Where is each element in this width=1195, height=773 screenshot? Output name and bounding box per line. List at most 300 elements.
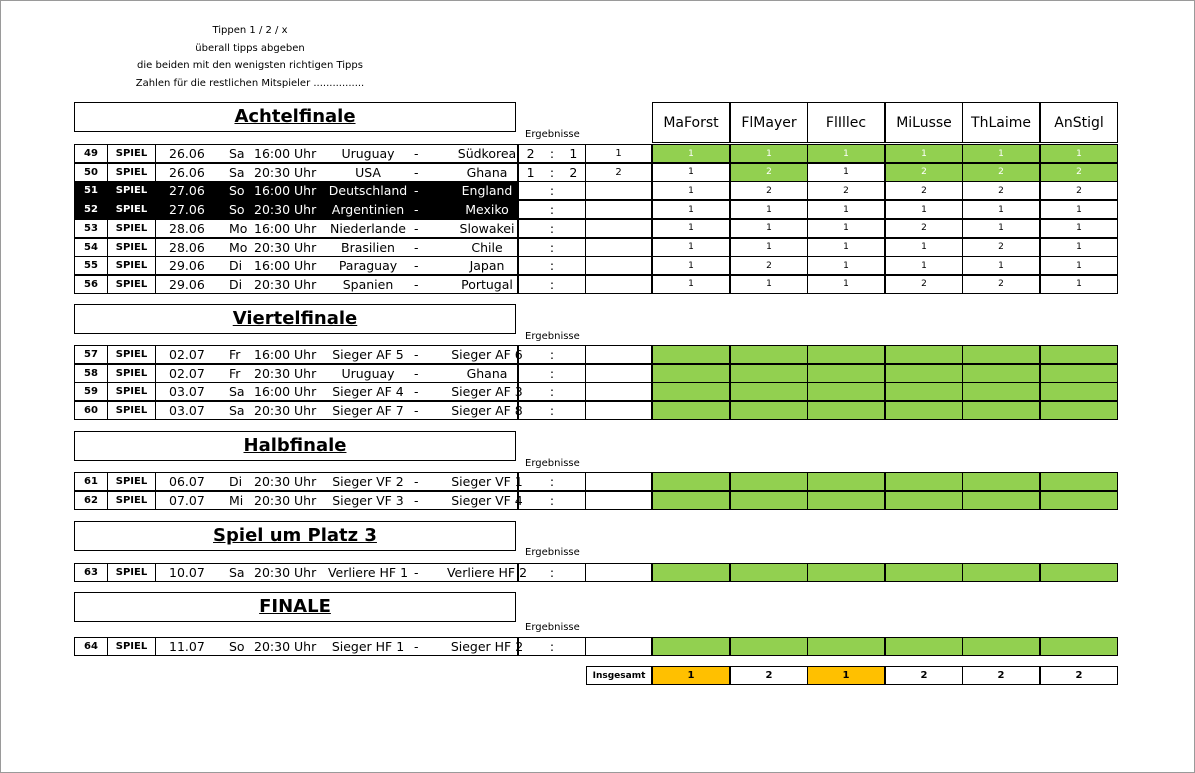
spiel-label: SPIEL: [108, 382, 156, 401]
player-tip-cell[interactable]: [962, 563, 1040, 582]
player-tip-cell[interactable]: [652, 472, 730, 491]
match-time: 16:00 Uhr: [254, 258, 317, 274]
player-tip-cell[interactable]: [885, 401, 963, 420]
match-number: 58: [74, 364, 108, 383]
player-tip-cell[interactable]: [652, 563, 730, 582]
results-label: Ergebnisse: [525, 331, 580, 342]
player-tip-cell[interactable]: [962, 382, 1040, 401]
results-label: Ergebnisse: [525, 622, 580, 633]
player-tip-cell[interactable]: 1: [652, 144, 730, 163]
player-tip-cell[interactable]: 1: [1040, 238, 1118, 257]
player-tip-cell[interactable]: [1040, 472, 1118, 491]
match-day: Fr: [229, 347, 241, 362]
match-date: 02.07: [169, 365, 205, 381]
spiel-label: SPIEL: [108, 200, 156, 219]
spiel-label: SPIEL: [108, 163, 156, 182]
match-time: 20:30 Uhr: [254, 202, 317, 218]
match-time: 20:30 Uhr: [254, 492, 317, 508]
spiel-label: SPIEL: [108, 472, 156, 491]
player-tip-cell[interactable]: 1: [807, 238, 885, 257]
player-tip-cell[interactable]: [885, 364, 963, 383]
player-header: FlIllec: [807, 102, 885, 143]
player-tip-cell[interactable]: [730, 491, 808, 510]
player-tip-cell[interactable]: [885, 472, 963, 491]
score-input[interactable]: [518, 364, 586, 383]
spiel-label: SPIEL: [108, 144, 156, 163]
score-input[interactable]: [518, 256, 586, 275]
player-tip-cell[interactable]: [652, 364, 730, 383]
player-tip-cell[interactable]: [730, 563, 808, 582]
player-tip-cell[interactable]: [807, 345, 885, 364]
player-tip-cell[interactable]: [1040, 364, 1118, 383]
match-day: Sa: [229, 565, 245, 580]
note-line: überall tipps abgeben: [195, 42, 305, 54]
player-tip-cell[interactable]: 1: [652, 219, 730, 238]
match-day: So: [229, 639, 245, 654]
match-date: 03.07: [169, 384, 205, 400]
player-tip-cell[interactable]: [1040, 382, 1118, 401]
match-date: 06.07: [169, 474, 205, 489]
match-away: Sieger VF 1: [451, 474, 523, 489]
match-number: 62: [74, 491, 108, 510]
vs-separator: -: [414, 258, 419, 274]
match-time: 20:30 Uhr: [254, 164, 317, 180]
match-home: Niederlande: [330, 220, 406, 236]
player-tip-cell[interactable]: [807, 382, 885, 401]
match-number: 53: [74, 219, 108, 238]
player-tip-cell[interactable]: [885, 637, 963, 656]
vs-separator: -: [414, 146, 419, 161]
match-away: Sieger VF 4: [451, 492, 523, 508]
match-time: 16:00 Uhr: [254, 347, 317, 362]
score-separator: :: [549, 146, 555, 161]
player-tip-cell[interactable]: 1: [807, 200, 885, 219]
result-tendency[interactable]: [586, 364, 652, 383]
score-input[interactable]: [518, 491, 586, 510]
match-info: [156, 637, 524, 656]
player-tip-cell[interactable]: [962, 637, 1040, 656]
match-info: [156, 275, 518, 294]
match-info: [156, 491, 523, 510]
match-info: [156, 181, 518, 200]
player-tip-cell[interactable]: 2: [730, 256, 808, 275]
player-tip-cell[interactable]: 1: [1040, 275, 1118, 294]
player-total: 2: [885, 666, 963, 685]
match-day: Sa: [229, 146, 245, 161]
score-separator: :: [549, 239, 555, 255]
player-tip-cell[interactable]: [730, 401, 808, 420]
player-tip-cell[interactable]: [652, 637, 730, 656]
player-tip-cell[interactable]: [962, 364, 1040, 383]
match-away: Japan: [469, 258, 505, 274]
match-number: 49: [74, 144, 108, 163]
player-tip-cell[interactable]: 2: [962, 163, 1040, 182]
score-input[interactable]: [518, 275, 586, 294]
player-tip-cell[interactable]: [652, 345, 730, 364]
match-date: 28.06: [169, 220, 205, 236]
match-info: [156, 163, 518, 182]
match-away: Portugal: [461, 276, 513, 292]
player-tip-cell[interactable]: 2: [1040, 181, 1118, 200]
match-number: 52: [74, 200, 108, 219]
player-tip-cell[interactable]: 1: [885, 238, 963, 257]
player-tip-cell[interactable]: 2: [885, 219, 963, 238]
player-tip-cell[interactable]: 1: [807, 163, 885, 182]
player-total: 2: [1040, 666, 1118, 685]
match-time: 20:30 Uhr: [254, 403, 317, 419]
player-tip-cell[interactable]: 2: [885, 181, 963, 200]
match-date: 29.06: [169, 258, 205, 274]
match-number: 50: [74, 163, 108, 182]
player-tip-cell[interactable]: 2: [807, 181, 885, 200]
match-time: 20:30 Uhr: [254, 276, 317, 292]
match-date: 28.06: [169, 239, 205, 255]
player-header: AnStigl: [1040, 102, 1118, 143]
player-tip-cell[interactable]: 1: [962, 256, 1040, 275]
match-time: 16:00 Uhr: [254, 384, 317, 400]
spiel-label: SPIEL: [108, 637, 156, 656]
instructions: [100, 22, 400, 92]
vs-separator: -: [414, 384, 419, 400]
spiel-label: SPIEL: [108, 563, 156, 582]
note-line: Tippen 1 / 2 / x: [212, 25, 288, 36]
score-input[interactable]: [518, 401, 586, 420]
player-tip-cell[interactable]: [807, 364, 885, 383]
vs-separator: -: [414, 183, 419, 199]
match-date: 03.07: [169, 403, 205, 419]
score-separator: :: [549, 474, 555, 489]
player-tip-cell[interactable]: 1: [1040, 256, 1118, 275]
score-separator: :: [549, 202, 555, 218]
result-tendency[interactable]: [586, 382, 652, 401]
player-tip-cell[interactable]: 1: [962, 219, 1040, 238]
match-date: 11.07: [169, 639, 205, 654]
result-tendency[interactable]: [586, 472, 652, 491]
match-time: 20:30 Uhr: [254, 239, 317, 255]
match-number: 59: [74, 382, 108, 401]
vs-separator: -: [414, 365, 419, 381]
match-number: 54: [74, 238, 108, 257]
match-number: 57: [74, 345, 108, 364]
spiel-label: SPIEL: [108, 181, 156, 200]
match-number: 63: [74, 563, 108, 582]
player-tip-cell[interactable]: 2: [962, 181, 1040, 200]
player-tip-cell[interactable]: 1: [1040, 144, 1118, 163]
match-day: Sa: [229, 384, 245, 400]
score-separator: :: [549, 384, 555, 400]
score-input[interactable]: [518, 345, 586, 364]
result-tendency[interactable]: [586, 219, 652, 238]
match-home: Brasilien: [341, 239, 395, 255]
player-total: 1: [652, 666, 730, 685]
result-tendency[interactable]: [586, 238, 652, 257]
spiel-label: SPIEL: [108, 238, 156, 257]
score-separator: :: [549, 347, 555, 362]
vs-separator: -: [414, 639, 419, 654]
result-tendency[interactable]: [586, 256, 652, 275]
match-number: 61: [74, 472, 108, 491]
section-title: Spiel um Platz 3: [74, 521, 516, 551]
result-tendency[interactable]: [586, 401, 652, 420]
player-tip-cell[interactable]: 1: [730, 275, 808, 294]
player-tip-cell[interactable]: [730, 364, 808, 383]
match-home: Spanien: [342, 276, 394, 292]
player-tip-cell[interactable]: [807, 637, 885, 656]
player-tip-cell[interactable]: [807, 491, 885, 510]
result-tendency[interactable]: [586, 181, 652, 200]
note-line: die beiden mit den wenigsten richtigen Tipps: [137, 60, 363, 71]
spiel-label: SPIEL: [108, 219, 156, 238]
match-info: [156, 256, 518, 275]
match-home: Deutschland: [328, 183, 408, 199]
score-separator: :: [549, 276, 555, 292]
score-input[interactable]: [518, 200, 586, 219]
match-number: 60: [74, 401, 108, 420]
player-tip-cell[interactable]: [730, 472, 808, 491]
player-tip-cell[interactable]: 1: [807, 144, 885, 163]
player-tip-cell[interactable]: 1: [730, 238, 808, 257]
player-tip-cell[interactable]: [652, 491, 730, 510]
vs-separator: -: [414, 403, 419, 419]
player-tip-cell[interactable]: [807, 563, 885, 582]
vs-separator: -: [414, 276, 419, 292]
results-label: Ergebnisse: [525, 129, 580, 140]
match-time: 16:00 Uhr: [254, 220, 317, 236]
match-day: Mi: [229, 492, 244, 508]
match-info: [156, 382, 523, 401]
player-header: MiLusse: [885, 102, 963, 143]
player-tip-cell[interactable]: [885, 563, 963, 582]
result-tendency[interactable]: 2: [586, 163, 652, 182]
match-day: Mo: [229, 220, 248, 236]
score-separator: :: [549, 403, 555, 419]
match-day: Di: [229, 474, 243, 489]
player-tip-cell[interactable]: 1: [962, 144, 1040, 163]
player-tip-cell[interactable]: [962, 345, 1040, 364]
match-home: Uruguay: [341, 365, 395, 381]
match-day: Di: [229, 258, 243, 274]
score-input[interactable]: [518, 163, 586, 182]
player-tip-cell[interactable]: [730, 345, 808, 364]
player-header: FlMayer: [730, 102, 808, 143]
vs-separator: -: [414, 220, 419, 236]
match-time: 16:00 Uhr: [254, 183, 317, 199]
match-home: Sieger AF 5: [332, 347, 404, 362]
match-number: 56: [74, 275, 108, 294]
score-separator: :: [549, 220, 555, 236]
result-tendency[interactable]: [586, 275, 652, 294]
match-away: England: [461, 183, 513, 199]
match-number: 51: [74, 181, 108, 200]
player-tip-cell[interactable]: [885, 491, 963, 510]
player-header: ThLaime: [962, 102, 1040, 143]
match-date: 07.07: [169, 492, 205, 508]
result-tendency[interactable]: 1: [586, 144, 652, 163]
spiel-label: SPIEL: [108, 345, 156, 364]
score-separator: :: [549, 492, 555, 508]
score-input[interactable]: [518, 472, 586, 491]
player-tip-cell[interactable]: 2: [1040, 163, 1118, 182]
score-input[interactable]: [518, 637, 586, 656]
match-date: 02.07: [169, 347, 205, 362]
section-title: Halbfinale: [74, 431, 516, 461]
section-title: Achtelfinale: [74, 102, 516, 132]
score-input[interactable]: [518, 238, 586, 257]
player-tip-cell[interactable]: 1: [807, 219, 885, 238]
match-info: [156, 563, 528, 582]
results-label: Ergebnisse: [525, 547, 580, 558]
player-header: MaForst: [652, 102, 730, 143]
match-away: Sieger AF 3: [451, 384, 523, 400]
match-date: 26.06: [169, 164, 205, 180]
player-tip-cell[interactable]: 1: [652, 181, 730, 200]
player-tip-cell[interactable]: [807, 401, 885, 420]
player-tip-cell[interactable]: 1: [730, 144, 808, 163]
player-tip-cell[interactable]: 1: [962, 200, 1040, 219]
match-info: [156, 345, 523, 364]
vs-separator: -: [414, 565, 419, 580]
match-day: Mo: [229, 239, 248, 255]
match-home: Verliere HF 1: [327, 565, 409, 580]
result-tendency[interactable]: [586, 637, 652, 656]
player-tip-cell[interactable]: [962, 491, 1040, 510]
match-away: Slowakei: [459, 220, 515, 236]
match-date: 27.06: [169, 183, 205, 199]
match-day: Sa: [229, 164, 245, 180]
player-tip-cell[interactable]: [1040, 563, 1118, 582]
section-title: Viertelfinale: [74, 304, 516, 334]
match-home: Paraguay: [338, 258, 398, 274]
player-tip-cell[interactable]: [885, 382, 963, 401]
match-home: Sieger VF 2: [332, 474, 404, 489]
match-number: 55: [74, 256, 108, 275]
home-score: 2: [526, 146, 535, 161]
player-tip-cell[interactable]: 1: [730, 219, 808, 238]
player-tip-cell[interactable]: 2: [885, 163, 963, 182]
match-home: Sieger VF 3: [332, 492, 404, 508]
player-tip-cell[interactable]: 1: [652, 163, 730, 182]
match-away: Sieger AF 8: [451, 403, 523, 419]
score-separator: :: [549, 183, 555, 199]
match-info: [156, 472, 523, 491]
player-tip-cell[interactable]: 2: [730, 181, 808, 200]
match-day: Fr: [229, 365, 241, 381]
score-input[interactable]: [518, 181, 586, 200]
match-day: So: [229, 183, 245, 199]
player-tip-cell[interactable]: 1: [652, 238, 730, 257]
result-tendency[interactable]: [586, 200, 652, 219]
score-input[interactable]: [518, 563, 586, 582]
player-tip-cell[interactable]: 1: [807, 256, 885, 275]
match-away: Ghana: [466, 365, 508, 381]
player-tip-cell[interactable]: 1: [652, 200, 730, 219]
match-away: Südkorea: [457, 146, 517, 161]
home-score: 1: [526, 164, 535, 180]
match-number: 64: [74, 637, 108, 656]
result-tendency[interactable]: [586, 491, 652, 510]
match-info: [156, 144, 518, 163]
match-time: 20:30 Uhr: [254, 365, 317, 381]
player-tip-cell[interactable]: [1040, 345, 1118, 364]
match-time: 20:30 Uhr: [254, 474, 317, 489]
match-home: Uruguay: [341, 146, 395, 161]
player-tip-cell[interactable]: 1: [730, 200, 808, 219]
match-info: [156, 219, 518, 238]
player-tip-cell[interactable]: 2: [730, 163, 808, 182]
player-tip-cell[interactable]: 1: [885, 256, 963, 275]
result-tendency[interactable]: [586, 345, 652, 364]
match-home: Argentinien: [331, 202, 405, 218]
player-total: 1: [807, 666, 885, 685]
player-total: 2: [730, 666, 808, 685]
player-tip-cell[interactable]: 1: [652, 275, 730, 294]
player-tip-cell[interactable]: [1040, 491, 1118, 510]
score-input[interactable]: [518, 219, 586, 238]
player-tip-cell[interactable]: 2: [885, 275, 963, 294]
player-tip-cell[interactable]: [652, 401, 730, 420]
match-info: [156, 200, 518, 219]
player-tip-cell[interactable]: [1040, 401, 1118, 420]
player-tip-cell[interactable]: 2: [962, 238, 1040, 257]
player-tip-cell[interactable]: 1: [885, 144, 963, 163]
player-tip-cell[interactable]: [1040, 637, 1118, 656]
player-tip-cell[interactable]: [962, 472, 1040, 491]
player-tip-cell[interactable]: [652, 382, 730, 401]
result-tendency[interactable]: [586, 563, 652, 582]
player-tip-cell[interactable]: 1: [885, 200, 963, 219]
score-input[interactable]: [518, 382, 586, 401]
match-home: USA: [355, 164, 381, 180]
match-date: 29.06: [169, 276, 205, 292]
away-score: 1: [569, 146, 578, 161]
match-time: 20:30 Uhr: [254, 565, 317, 580]
match-day: Di: [229, 276, 243, 292]
player-tip-cell[interactable]: 1: [807, 275, 885, 294]
player-tip-cell[interactable]: [730, 382, 808, 401]
spiel-label: SPIEL: [108, 364, 156, 383]
player-tip-cell[interactable]: 1: [1040, 200, 1118, 219]
score-separator: :: [549, 164, 555, 180]
player-tip-cell[interactable]: 2: [962, 275, 1040, 294]
player-tip-cell[interactable]: 1: [652, 256, 730, 275]
note-line: Zahlen für die restlichen Mitspieler ................: [135, 77, 365, 89]
match-away: Ghana: [466, 164, 508, 180]
match-date: 27.06: [169, 202, 205, 218]
player-tip-cell[interactable]: 1: [1040, 219, 1118, 238]
vs-separator: -: [414, 202, 419, 218]
match-away: Chile: [471, 239, 503, 255]
vs-separator: -: [414, 492, 419, 508]
match-info: [156, 238, 518, 257]
score-input[interactable]: [518, 144, 586, 163]
vs-separator: -: [414, 347, 419, 362]
spiel-label: SPIEL: [108, 275, 156, 294]
player-tip-cell[interactable]: [730, 637, 808, 656]
spiel-label: SPIEL: [108, 256, 156, 275]
away-score: 2: [569, 164, 578, 180]
match-day: So: [229, 202, 245, 218]
match-date: 10.07: [169, 565, 205, 580]
player-tip-cell[interactable]: [807, 472, 885, 491]
match-away: Mexiko: [465, 202, 509, 218]
player-tip-cell[interactable]: [885, 345, 963, 364]
vs-separator: -: [414, 474, 419, 489]
section-title: FINALE: [74, 592, 516, 622]
spiel-label: SPIEL: [108, 491, 156, 510]
match-info: [156, 364, 518, 383]
player-total: 2: [962, 666, 1040, 685]
player-tip-cell[interactable]: [962, 401, 1040, 420]
